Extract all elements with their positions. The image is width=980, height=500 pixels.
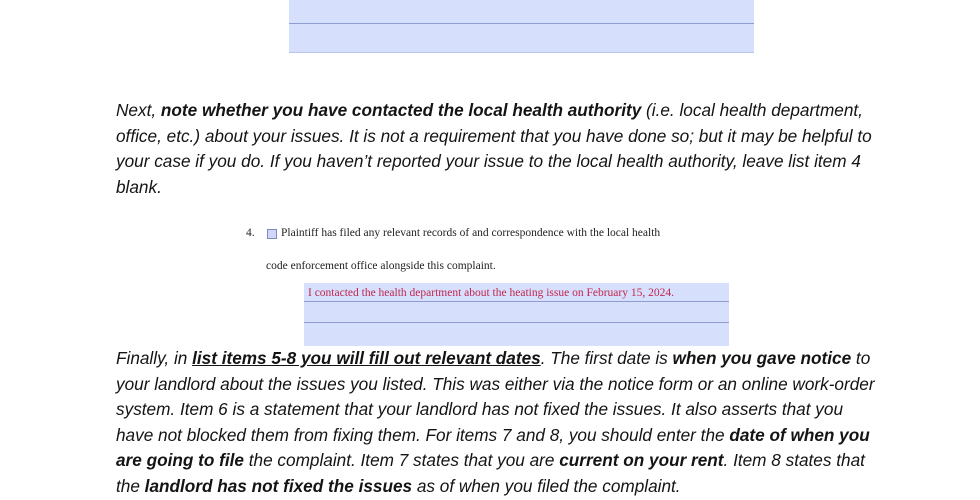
form-text-line-1: Plaintiff has filed any relevant records of and correspondence with the local health: [281, 227, 661, 239]
text-span: the complaint. Item 7 states that you are: [243, 450, 560, 470]
text-span: Next,: [116, 100, 161, 120]
form-field-divider: [289, 23, 754, 24]
text-span: Finally, in: [116, 348, 193, 368]
response-entry-text: I contacted the health department about the heating issue on February 15, 2024.: [308, 287, 674, 299]
response-line-divider: [304, 322, 729, 323]
emphasis-underlined-text: list items 5-8 you will fill out relevant dates: [192, 348, 541, 368]
item-4-response-field[interactable]: [304, 283, 729, 346]
emphasis-text: landlord has not fixed the issues: [144, 475, 413, 496]
instruction-paragraph-health-authority: [116, 98, 876, 200]
form-text-line-2: code enforcement office alongside this complaint.: [266, 260, 496, 272]
emphasis-text: date of when you are going to file: [116, 424, 870, 470]
text-span: to your landlord about the issues you listed. This was either via the notice form or an online work-order system. Item 6 is a statement that your landlord has not fixed the issues. It also asserts that you have not blocked them from fixing them. For items 7 and 8, you should enter the: [116, 348, 875, 445]
list-item-number: 4.: [246, 227, 255, 239]
text-span: . Item 8 states that the: [116, 450, 865, 496]
emphasis-text: current on your rent: [559, 450, 724, 470]
text-span: as of when you filed the complaint.: [412, 475, 681, 496]
emphasis-text: when you gave notice: [672, 348, 852, 368]
previous-form-field: [289, 0, 754, 53]
response-line-divider: [304, 301, 729, 302]
text-span: . The first date is: [540, 348, 673, 368]
item-4-checkbox[interactable]: [267, 229, 277, 239]
text-span: (i.e. local health department, office, etc.) about your issues. It is not a requirement that you have done so; but it may be helpful to your case if you do. If you haven’t reported your issue to the local health authority, leave list item 4 blank.: [116, 100, 872, 197]
emphasis-text: note whether you have contacted the local health authority: [160, 100, 642, 120]
instruction-paragraph-dates: [116, 346, 876, 499]
